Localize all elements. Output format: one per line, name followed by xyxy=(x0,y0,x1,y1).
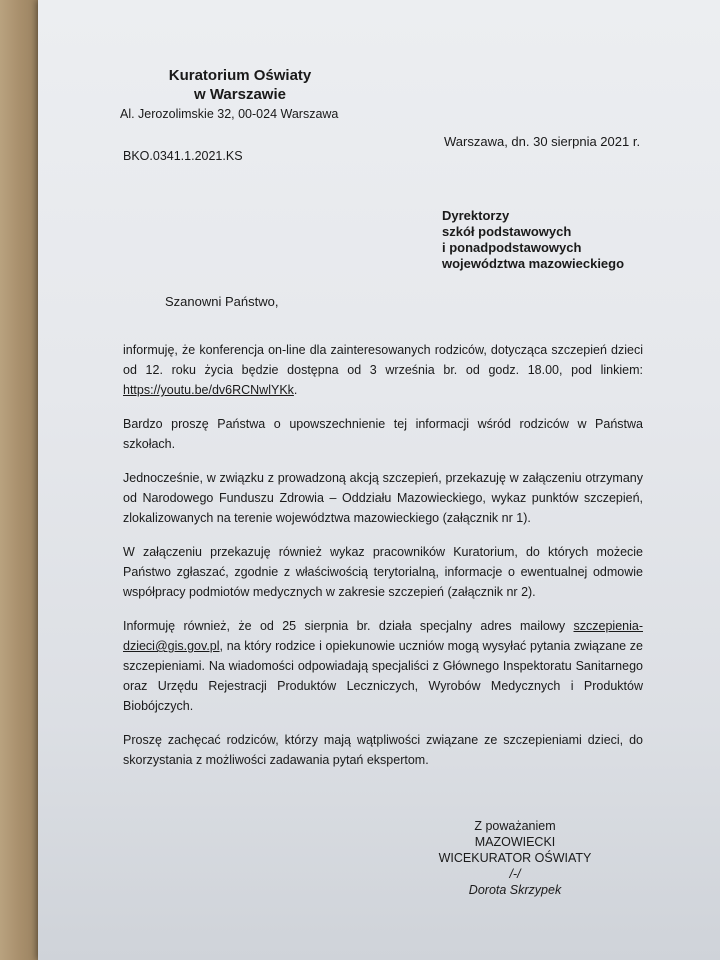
recipient-line1: Dyrektorzy xyxy=(442,208,510,223)
paragraph-1 xyxy=(123,340,643,400)
closing-regards: Z poważaniem xyxy=(474,819,556,833)
paragraph-1-end: . xyxy=(293,383,298,397)
closing-block xyxy=(420,818,610,898)
closing-signature-mark: /-/ xyxy=(509,867,521,881)
letter-date: Warszawa, dn. 30 sierpnia 2021 r. xyxy=(444,134,641,149)
letter-body xyxy=(123,340,643,784)
sender-name-line2: w Warszawie xyxy=(194,86,286,103)
sender-address: Al. Jerozolimskie 32, 00-024 Warszawa xyxy=(120,107,339,121)
recipient-block xyxy=(442,208,624,272)
paragraph-4: W załączeniu przekazuję również wykaz pracowników Kuratorium, do których możecie Państwo zgłaszać, zgodnie z właściwością terytorialną, informacje o ewentualnej odmowie współpracy podmiotów medycznych w zakresie szczepień (załącznik nr 2). xyxy=(123,545,643,599)
paragraph-1-text: informuję, że konferencja on-line dla zainteresowanych rodziców, dotycząca szczepień dzieci od 12. roku życia będzie dostępna od 3 września br. od godz. 18.00, pod linkiem: xyxy=(123,343,643,377)
paragraph-3: Jednocześnie, w związku z prowadzoną akcją szczepień, przekazuję w załączeniu otrzymany od Narodowego Funduszu Zdrowia – Oddziału Mazowieckiego, wykaz punktów szczepień, zlokalizowanych na terenie województwa mazowieckiego (załącznik nr 1). xyxy=(123,471,643,525)
recipient-line3: i ponadpodstawowych xyxy=(442,240,582,255)
reference-number: BKO.0341.1.2021.KS xyxy=(123,149,243,163)
recipient-line2: szkół podstawowych xyxy=(442,224,572,239)
youtube-link[interactable]: https://youtu.be/dv6RCNwlYKk xyxy=(123,383,294,397)
salutation: Szanowni Państwo, xyxy=(165,294,279,309)
paragraph-2: Bardzo proszę Państwa o upowszechnienie tej informacji wśród rodziców w Państwa szkołach. xyxy=(123,417,643,451)
recipient-line4: województwa mazowieckiego xyxy=(442,256,625,271)
email-link[interactable]: szczepienia-dzieci@gis.gov.pl xyxy=(123,619,643,653)
signatory-name: Dorota Skrzypek xyxy=(468,883,562,897)
paragraph-5-end: , na który rodzice i opiekunowie uczniów mogą wysyłać pytania związane ze szczepieniami. Na wiadomości odpowiadają specjaliści z Głównego Inspektoratu Sanitarnego oraz Urzędu Rejestracji Produktów Leczniczych, Wyrobów Medycznych i Produktów Biobójczych. xyxy=(123,639,643,713)
paragraph-5-text: Informuję również, że od 25 sierpnia br. działa specjalny adres mailowy xyxy=(123,619,574,633)
closing-title-2: WICEKURATOR OŚWIATY xyxy=(438,851,592,865)
paragraph-5 xyxy=(123,616,643,716)
closing-title-1: MAZOWIECKI xyxy=(474,835,556,849)
paragraph-6: Proszę zachęcać rodziców, którzy mają wątpliwości związane ze szczepieniami dzieci, do skorzystania z możliwości zadawania pytań ekspertom. xyxy=(123,733,643,767)
sender-block xyxy=(120,66,360,121)
sender-name-line1: Kuratorium Oświaty xyxy=(168,67,312,84)
